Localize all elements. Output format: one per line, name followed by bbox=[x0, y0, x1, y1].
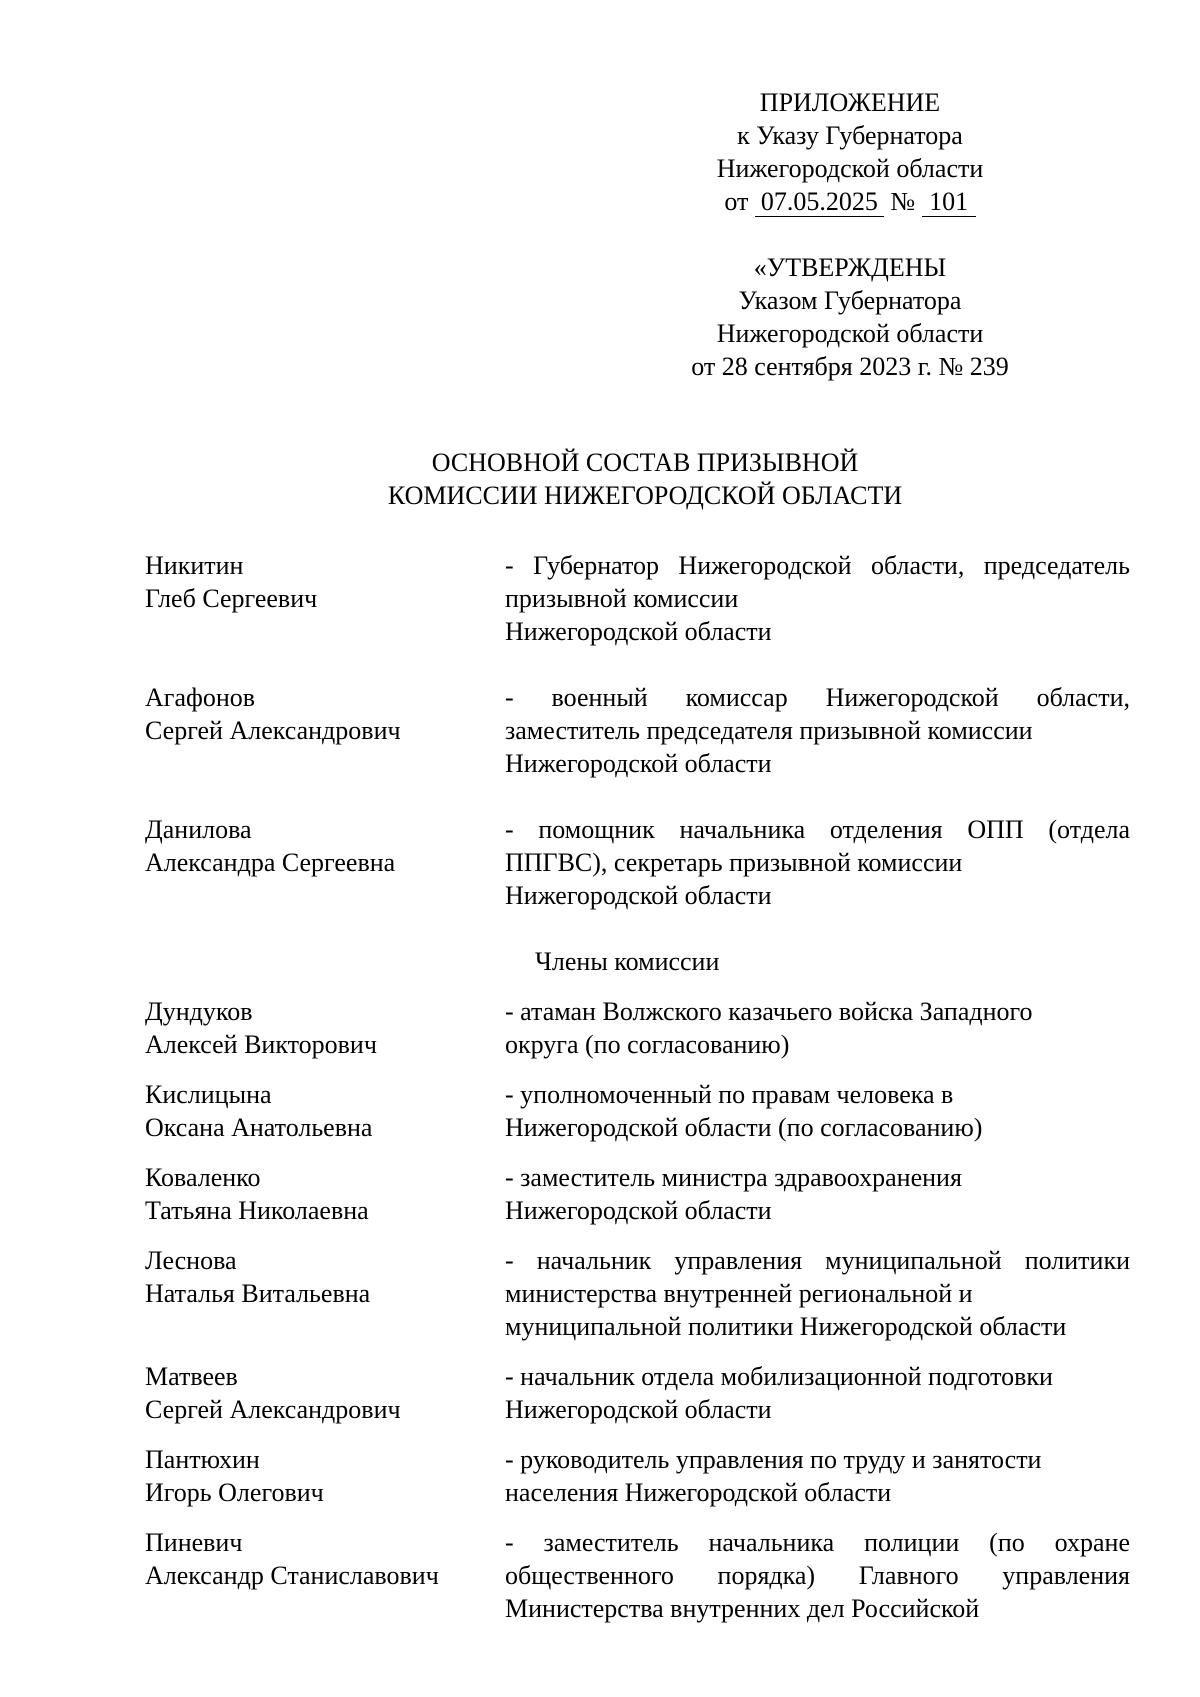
member-entry bbox=[145, 1078, 1130, 1144]
member-surname: Данилова bbox=[145, 815, 252, 844]
role-text: - уполномоченный по правам человека в bbox=[505, 1080, 954, 1109]
member-name bbox=[145, 1244, 505, 1343]
number-sign: № bbox=[890, 187, 916, 216]
member-name bbox=[145, 995, 505, 1061]
member-surname: Пиневич bbox=[145, 1528, 243, 1557]
date-prefix: от bbox=[724, 187, 749, 216]
member-role bbox=[505, 1360, 1130, 1426]
member-name bbox=[145, 813, 505, 912]
member-surname: Пантюхин bbox=[145, 1445, 260, 1474]
role-text: - начальник отдела мобилизационной подготовки bbox=[505, 1362, 1053, 1391]
role-text: муниципальной политики Нижегородской области bbox=[505, 1312, 1067, 1341]
approved-line: Нижегородской области bbox=[716, 319, 984, 348]
member-name bbox=[145, 1443, 505, 1509]
member-given-names: Татьяна Николаевна bbox=[145, 1196, 369, 1225]
member-given-names: Александр Станиславович bbox=[145, 1561, 439, 1590]
role-text: - начальник управления муниципальной политики министерства внутренней региональной и bbox=[505, 1246, 1130, 1308]
role-text: Нижегородской области bbox=[505, 1196, 772, 1225]
approved-line: от 28 сентября 2023 г. № 239 bbox=[691, 352, 1009, 381]
member-role bbox=[505, 1244, 1130, 1343]
approved-line: Указом Губернатора bbox=[738, 286, 962, 315]
document-title bbox=[145, 446, 1145, 512]
member-entry bbox=[145, 813, 1130, 912]
role-text: - руководитель управления по труду и занятости bbox=[505, 1445, 1042, 1474]
title-line: КОМИССИИ НИЖЕГОРОДСКОЙ ОБЛАСТИ bbox=[387, 481, 903, 510]
member-name bbox=[145, 681, 505, 780]
member-role bbox=[505, 681, 1130, 780]
title-line: ОСНОВНОЙ СОСТАВ ПРИЗЫВНОЙ bbox=[431, 448, 859, 477]
role-text: - заместитель начальника полиции (по охране общественного порядка) Главного управления Министерства внутренних дел Российской bbox=[505, 1528, 1130, 1623]
member-role bbox=[505, 1443, 1130, 1509]
appendix-date-line bbox=[570, 185, 1130, 218]
member-surname: Коваленко bbox=[145, 1163, 261, 1192]
approved-block bbox=[570, 251, 1130, 383]
member-given-names: Наталья Витальевна bbox=[145, 1279, 371, 1308]
member-entry bbox=[145, 995, 1130, 1061]
role-text: - военный комиссар Нижегородской области, заместитель председателя призывной комиссии bbox=[505, 683, 1130, 745]
member-role bbox=[505, 1526, 1130, 1625]
commission-list bbox=[145, 549, 1130, 1642]
member-name bbox=[145, 1526, 505, 1625]
member-entry bbox=[145, 1161, 1130, 1227]
member-entry bbox=[145, 1526, 1130, 1625]
decree-date: 07.05.2025 bbox=[755, 188, 884, 217]
member-role bbox=[505, 549, 1130, 648]
member-given-names: Алексей Викторович bbox=[145, 1030, 377, 1059]
member-entry bbox=[145, 1244, 1130, 1343]
member-entry bbox=[145, 681, 1130, 780]
member-name bbox=[145, 1161, 505, 1227]
member-given-names: Оксана Анатольевна bbox=[145, 1113, 373, 1142]
role-text: - помощник начальника отделения ОПП (отдела ППГВС), секретарь призывной комиссии bbox=[505, 815, 1130, 877]
member-role bbox=[505, 1078, 1130, 1144]
member-surname: Агафонов bbox=[145, 683, 256, 712]
role-text: - заместитель министра здравоохранения bbox=[505, 1163, 962, 1192]
role-text: Нижегородской области (по согласованию) bbox=[505, 1113, 983, 1142]
member-surname: Кислицына bbox=[145, 1080, 272, 1109]
member-entry bbox=[145, 1360, 1130, 1426]
member-entry bbox=[145, 1443, 1130, 1509]
member-surname: Никитин bbox=[145, 551, 244, 580]
member-given-names: Александра Сергеевна bbox=[145, 848, 396, 877]
member-given-names: Игорь Олегович bbox=[145, 1478, 324, 1507]
member-surname: Леснова bbox=[145, 1246, 237, 1275]
role-text: Нижегородской области bbox=[505, 617, 772, 646]
role-text: - Губернатор Нижегородской области, председатель призывной комиссии bbox=[505, 551, 1130, 613]
member-name bbox=[145, 1360, 505, 1426]
member-name bbox=[145, 1078, 505, 1144]
role-text: Нижегородской области bbox=[505, 881, 772, 910]
role-text: Нижегородской области bbox=[505, 1395, 772, 1424]
member-given-names: Глеб Сергеевич bbox=[145, 584, 318, 613]
member-role bbox=[505, 995, 1130, 1061]
member-surname: Дундуков bbox=[145, 997, 253, 1026]
member-given-names: Сергей Александрович bbox=[145, 1395, 401, 1424]
appendix-line: к Указу Губернатора bbox=[737, 121, 963, 150]
member-given-names: Сергей Александрович bbox=[145, 716, 401, 745]
members-heading: Члены комиссии bbox=[535, 947, 720, 976]
approved-line: «УТВЕРЖДЕНЫ bbox=[753, 253, 947, 282]
member-role bbox=[505, 1161, 1130, 1227]
appendix-heading: ПРИЛОЖЕНИЕ bbox=[759, 88, 941, 117]
member-entry bbox=[145, 549, 1130, 648]
appendix-block bbox=[570, 86, 1130, 218]
member-role bbox=[505, 813, 1130, 912]
member-surname: Матвеев bbox=[145, 1362, 238, 1391]
member-name bbox=[145, 549, 505, 648]
role-text: округа (по согласованию) bbox=[505, 1030, 790, 1059]
appendix-line: Нижегородской области bbox=[716, 154, 984, 183]
role-text: населения Нижегородской области bbox=[505, 1478, 892, 1507]
decree-number: 101 bbox=[922, 188, 976, 217]
role-text: Нижегородской области bbox=[505, 749, 772, 778]
role-text: - атаман Волжского казачьего войска Западного bbox=[505, 997, 1033, 1026]
